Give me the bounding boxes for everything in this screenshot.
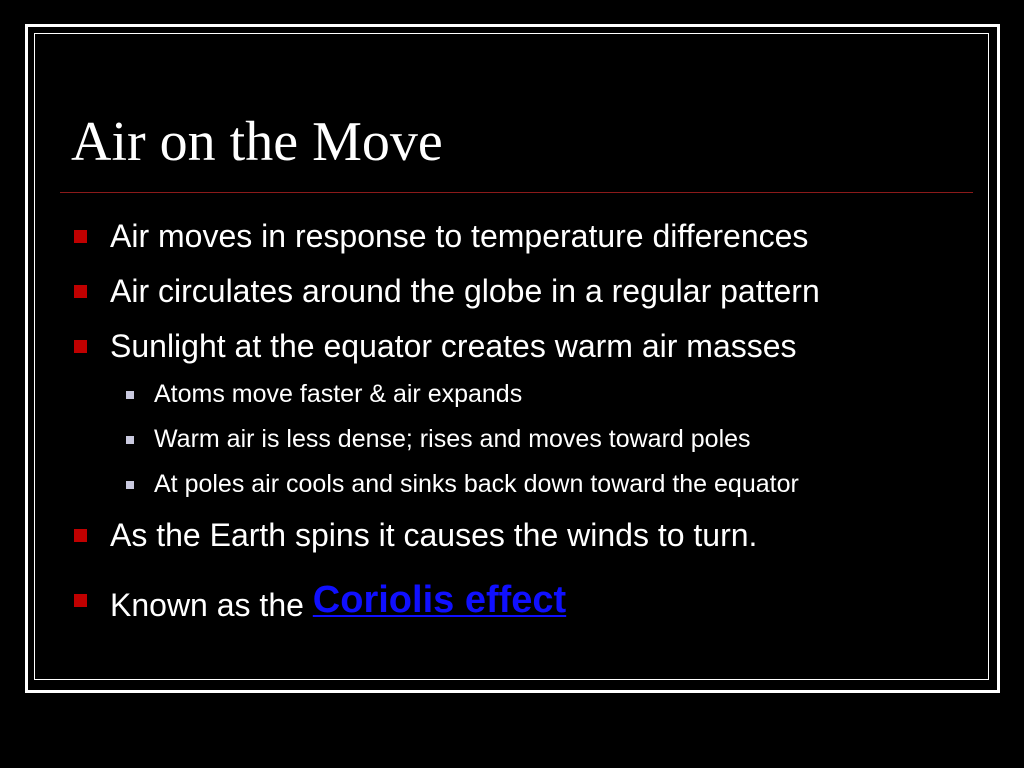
- gray-square-bullet-icon: [126, 436, 134, 444]
- sub-bullet-item: [154, 378, 522, 410]
- bullet-text: Air moves in response to temperature differences: [110, 218, 809, 254]
- sub-bullet-text: Atoms move faster & air expands: [154, 380, 523, 408]
- red-square-bullet-icon: [74, 285, 87, 298]
- red-square-bullet-icon: [74, 594, 87, 607]
- gray-square-bullet-icon: [126, 391, 134, 399]
- sub-bullet-text: At poles air cools and sinks back down toward the equator: [154, 470, 799, 498]
- sub-bullet-item: [154, 423, 751, 455]
- bullet-text: Sunlight at the equator creates warm air masses: [110, 328, 797, 364]
- red-square-bullet-icon: [74, 529, 87, 542]
- bullet-item: [110, 580, 566, 625]
- coriolis-effect-link[interactable]: Coriolis effect: [312, 579, 567, 621]
- bullet-item: [110, 271, 820, 311]
- red-square-bullet-icon: [74, 230, 87, 243]
- bullet-item: [110, 216, 808, 256]
- slide-title: Air on the Move: [71, 111, 443, 173]
- bullet-text: Known as the: [110, 587, 313, 623]
- bullet-text: Air circulates around the globe in a regular pattern: [110, 273, 820, 309]
- sub-bullet-text: Warm air is less dense; rises and moves toward poles: [154, 425, 751, 453]
- bullet-item: [110, 326, 797, 366]
- gray-square-bullet-icon: [126, 481, 134, 489]
- red-square-bullet-icon: [74, 340, 87, 353]
- bullet-item: [110, 515, 757, 555]
- sub-bullet-item: [154, 468, 799, 500]
- bullet-text: As the Earth spins it causes the winds to turn.: [110, 517, 758, 553]
